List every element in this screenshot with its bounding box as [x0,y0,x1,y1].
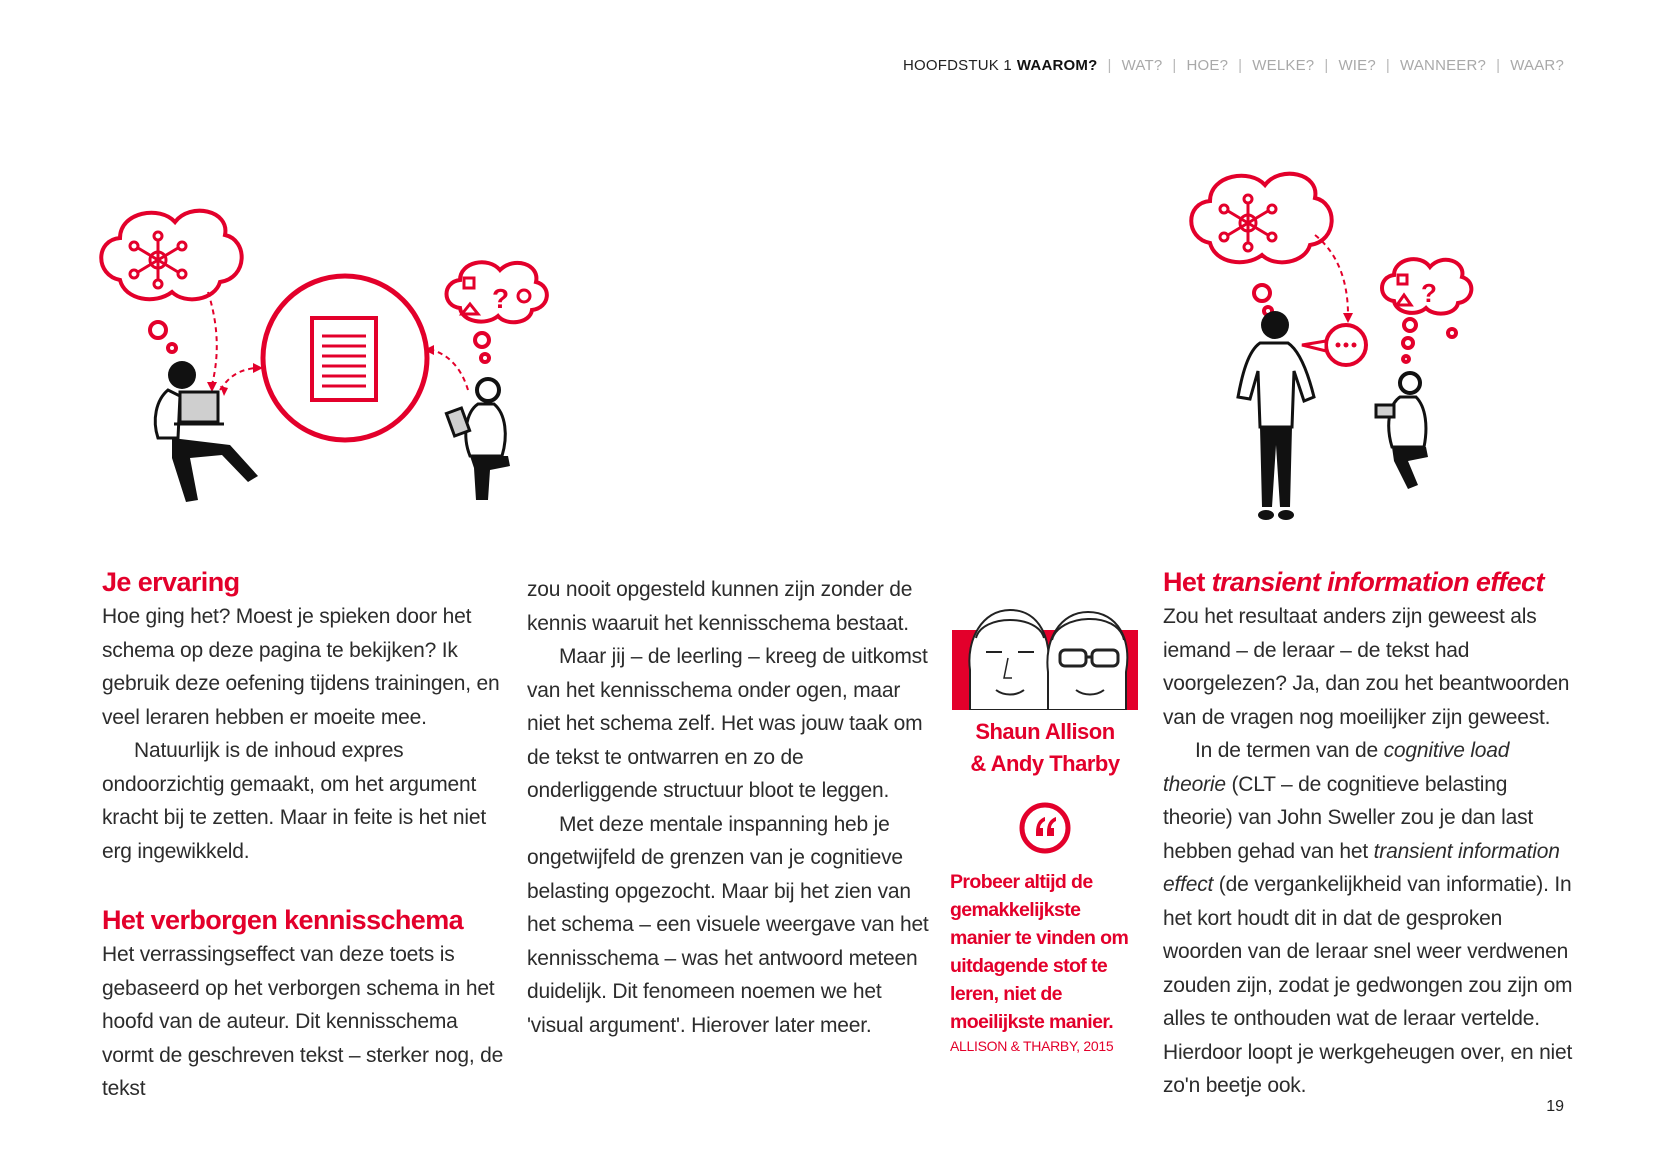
nav-item-welke[interactable]: WELKE? [1252,57,1315,74]
left-illustration [90,200,570,540]
running-header [903,57,1564,74]
column-1 [102,564,507,1106]
thought-cloud-shapes-question-icon [1382,259,1471,362]
right-illustration [1180,165,1540,545]
quote-text: Probeer altijd de gemakkelijkste manier te vinden om uitdagende stof te leren, niet de moeilijkste manier. [950,871,1129,1033]
column-4 [1163,564,1573,1103]
chapter-label: HOOFDSTUK 1 [903,57,1012,74]
nav-separator: | [1385,57,1391,74]
text-run-italic: transient information effect [1163,839,1560,896]
paragraph: Hoe ging het? Moest je spieken door het schema op deze pagina te bekijken? Ik gebruik deze oefening tijdens trainingen, en veel leraren hebben er moeite mee. [102,605,500,729]
paragraph: Maar jij – de leerling – kreeg de uitkomst van het kennisschema onder ogen, maar niet het schema zelf. Het was jouw taak om de tekst te ontwarren en zo de onderliggende structuur bloot te leggen. [527,645,928,802]
svg-text:?: ? [1421,278,1437,308]
author-line-1: Shaun Allison [975,719,1115,744]
person-tablet-icon [446,379,510,500]
heading-het-verborgen-kennisschema: Het verborgen kennisschema [102,905,464,935]
heading-part-italic: transient information effect [1211,567,1544,597]
nav-item-wanneer[interactable]: WANNEER? [1400,57,1487,74]
nav-item-waarom[interactable]: WAAROM? [1016,57,1098,74]
column-2 [527,573,932,1042]
quote-source: ALLISON & THARBY, 2015 [950,1038,1114,1054]
heading-part: Het [1163,567,1212,597]
person-laptop-icon [155,361,258,502]
text-run: (de vergankelijkheid van informatie). In het kort houdt dit in dat de gesproken woorden van de leraar snel weer verdwenen zouden zijn, zodat je gedwongen zou zijn om alles te onthouden wat de leraar vertelde. Hierdoor loopt je werkgeheugen over, en niet zo'n beetje ook. [1163,873,1573,1097]
thought-cloud-network-icon [1191,174,1331,315]
paragraph: Met deze mentale inspanning heb je ongetwijfeld de grenzen van je cognitieve belasting opgezocht. Maar bij het zien van het schema – een visuele weergave van het kennisschema – was het antwoord meteen duidelijk. Dit fenomeen noemen we het 'visual argument'. Hierover later meer. [527,812,929,1037]
heading-je-ervaring: Je ervaring [102,567,240,597]
nav-item-hoe[interactable]: HOE? [1186,57,1229,74]
text-run: In de termen van de [1195,739,1384,762]
nav-separator: | [1496,57,1501,74]
quote-mark-icon [1019,802,1071,854]
speech-bubble-dots-icon [1302,325,1366,365]
quote-sidebar [950,600,1140,1054]
nav-separator: | [1172,57,1177,74]
thought-cloud-network-icon [101,211,241,352]
paragraph [1163,734,1573,1103]
author-line-2: & Andy Tharby [970,751,1120,776]
text-run-italic: cognitive load theorie [1163,739,1510,796]
paragraph: Het verrassingseffect van deze toets is gebaseerd op het verborgen schema in het hoofd van de auteur. Dit kennisschema vormt de geschreven tekst – sterker nog, de tekst [102,943,504,1100]
author-names [950,716,1140,780]
document-circle-icon [263,276,427,440]
page-number: 19 [1546,1098,1564,1115]
nav-separator: | [1324,57,1329,74]
svg-text:?: ? [492,283,510,314]
nav-item-wat[interactable]: WAT? [1121,57,1163,74]
paragraph: zou nooit opgesteld kunnen zijn zonder de kennis waaruit het kennisschema bestaat. [527,578,913,635]
nav-item-wie[interactable]: WIE? [1338,57,1376,74]
nav-separator: | [1238,57,1243,74]
nav-separator: | [1107,57,1112,74]
authors-portrait [952,600,1138,710]
paragraph: Zou het resultaat anders zijn geweest als iemand – de leraar – de tekst had voorgelezen? Ja, dan zou het beantwoorden van de vragen nog moeilijker zijn geweest. [1163,605,1570,729]
heading-transient-information-effect [1163,564,1573,600]
person-reading-student-icon [1376,373,1428,489]
paragraph: Natuurlijk is de inhoud expres ondoorzichtig gemaakt, om het argument kracht bij te zetten. Maar in feite is het niet erg ingewikkeld. [102,739,486,863]
person-standing-teacher-icon [1238,311,1314,520]
nav-item-waar[interactable]: WAAR? [1510,57,1564,74]
text-run: (CLT – de cognitieve belasting theorie) van John Sweller zou je dan last hebben gehad van het [1163,772,1534,863]
